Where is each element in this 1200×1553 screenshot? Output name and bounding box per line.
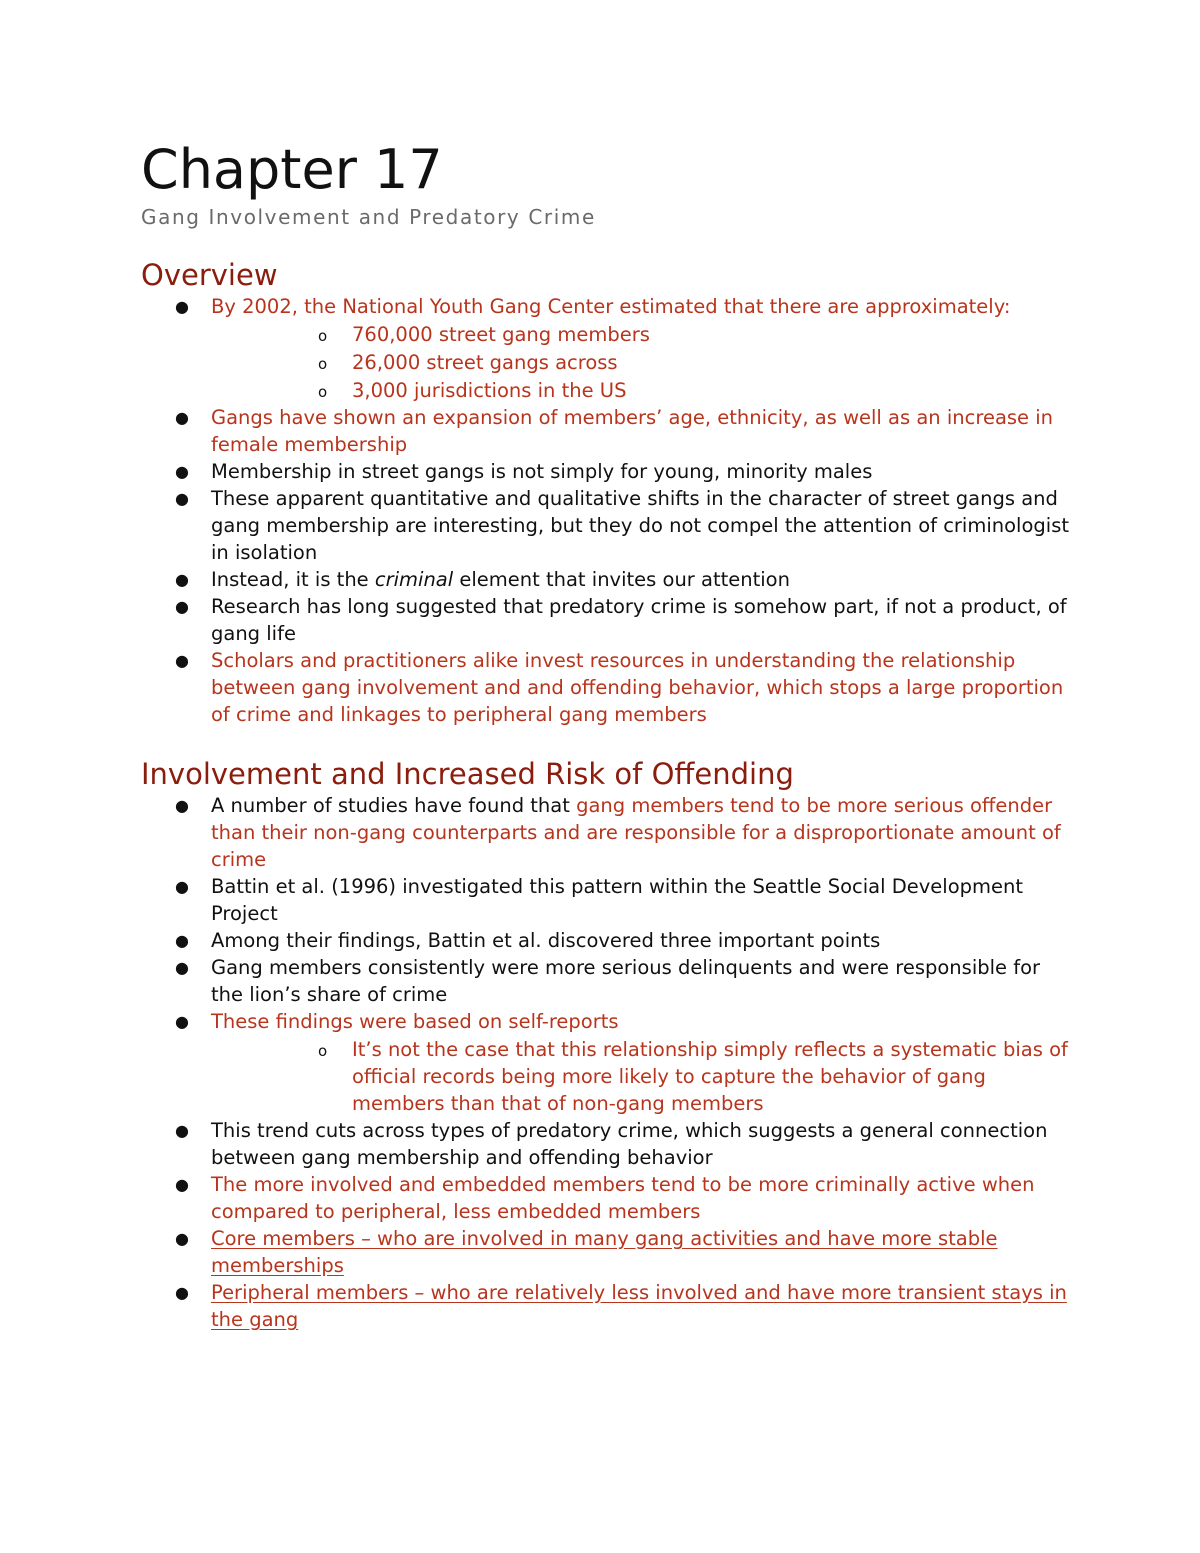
list-item (141, 647, 1071, 728)
bullet-dot-icon: ● (175, 489, 189, 508)
bullet-circle-icon: o (318, 1042, 328, 1060)
list-item-text: Core members – who are involved in many gang activities and have more stable memberships (211, 1227, 998, 1277)
bullet-circle-icon: o (318, 383, 328, 401)
list-item-text-end: element that invites our attention (453, 568, 790, 591)
bullet-dot-icon: ● (175, 958, 189, 977)
emphasis-text: criminal (374, 568, 454, 591)
list-item (141, 566, 1071, 593)
bullet-dot-icon: ● (175, 297, 189, 316)
bullet-dot-icon: ● (175, 931, 189, 950)
sub-list-item-text: 3,000 jurisdictions in the US (352, 379, 627, 402)
list-item-text: Research has long suggested that predatory crime is somehow part, if not a product, of gang life (211, 595, 1067, 645)
sub-list-item (211, 1036, 1071, 1117)
sub-list-item-text: 26,000 street gangs across (352, 351, 618, 374)
list-item (141, 1279, 1071, 1333)
list-item (141, 927, 1071, 954)
list-item-text: Membership in street gangs is not simply for young, minority males (211, 460, 873, 483)
bullet-dot-icon: ● (175, 877, 189, 896)
bullet-dot-icon: ● (175, 796, 189, 815)
list-item (141, 593, 1071, 647)
list-item-text: Gangs have shown an expansion of members’ age, ethnicity, as well as an increase in female membership (211, 406, 1054, 456)
bullet-dot-icon: ● (175, 1175, 189, 1194)
list-item-text: The more involved and embedded members tend to be more criminally active when compared to peripheral, less embedded members (211, 1173, 1035, 1223)
bullet-dot-icon: ● (175, 651, 189, 670)
list-item (141, 954, 1071, 1008)
list-item (141, 1225, 1071, 1279)
list-item-text: These apparent quantitative and qualitative shifts in the character of street gangs and gang membership are interesting, but they do not compel the attention of criminologist in isolation (211, 487, 1069, 564)
list-item (141, 293, 1071, 404)
list-item-text: Gang members consistently were more serious delinquents and were responsible for the lion’s share of crime (211, 956, 1041, 1006)
list-item-text: Battin et al. (1996) investigated this pattern within the Seattle Social Development Project (211, 875, 1024, 925)
bullet-dot-icon: ● (175, 570, 189, 589)
highlighted-text: gang members tend to be more serious offender than their non-gang counterparts and are responsible for a disproportionate amount of crime (211, 794, 1061, 871)
sub-list-item-text: It’s not the case that this relationship simply reflects a systematic bias of official records being more likely to capture the behavior of gang members than that of non-gang members (352, 1038, 1068, 1115)
sub-list-item (211, 349, 1071, 376)
overview-list (141, 293, 1071, 728)
bullet-circle-icon: o (318, 327, 328, 345)
bullet-dot-icon: ● (175, 1283, 189, 1302)
bullet-dot-icon: ● (175, 1121, 189, 1140)
list-item (141, 458, 1071, 485)
document-page (141, 138, 1071, 1333)
list-item-text: These findings were based on self-reports (211, 1010, 619, 1033)
list-item (141, 792, 1071, 873)
section-heading-overview: Overview (141, 258, 278, 292)
list-item (141, 1008, 1071, 1117)
list-item-text-start: A number of studies have found that (211, 794, 577, 817)
sub-list-item (211, 321, 1071, 348)
chapter-title: Chapter 17 (141, 138, 443, 201)
sub-list-item (211, 377, 1071, 404)
risk-list (141, 792, 1071, 1333)
chapter-subtitle: Gang Involvement and Predatory Crime (141, 205, 596, 229)
list-item (141, 1117, 1071, 1171)
list-item (141, 404, 1071, 458)
bullet-dot-icon: ● (175, 408, 189, 427)
bullet-dot-icon: ● (175, 462, 189, 481)
bullet-dot-icon: ● (175, 597, 189, 616)
list-item (141, 485, 1071, 566)
bullet-dot-icon: ● (175, 1012, 189, 1031)
list-item-text: Peripheral members – who are relatively less involved and have more transient stays in the gang (211, 1281, 1067, 1331)
list-item (141, 1171, 1071, 1225)
bullet-circle-icon: o (318, 355, 328, 373)
list-item-text-start: Instead, it is the (211, 568, 375, 591)
sub-list-item-text: 760,000 street gang members (352, 323, 650, 346)
section-heading-risk: Involvement and Increased Risk of Offending (141, 757, 794, 791)
list-item-text: Scholars and practitioners alike invest resources in understanding the relationship between gang involvement and and offending behavior, which stops a large proportion of crime and linkages to peripheral gang members (211, 649, 1064, 726)
list-item (141, 873, 1071, 927)
list-item-text: By 2002, the National Youth Gang Center estimated that there are approximately: (211, 295, 1011, 318)
bullet-dot-icon: ● (175, 1229, 189, 1248)
list-item-text: This trend cuts across types of predatory crime, which suggests a general connection between gang membership and offending behavior (211, 1119, 1048, 1169)
list-item-text: Among their findings, Battin et al. discovered three important points (211, 929, 881, 952)
